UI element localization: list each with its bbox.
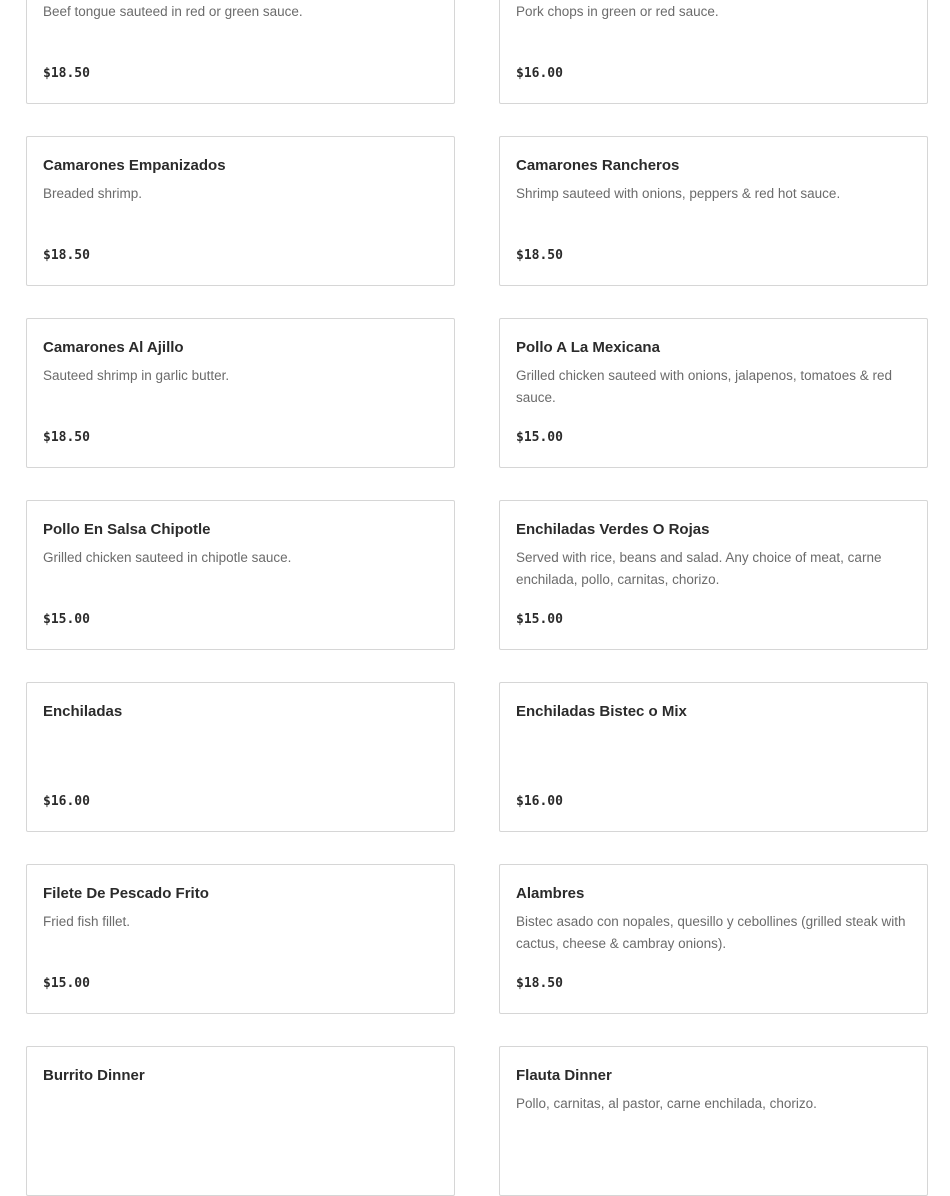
menu-item-name: Enchiladas Verdes O Rojas xyxy=(516,521,710,538)
menu-item-description: Served with rice, beans and salad. Any choice of meat, carne enchilada, pollo, carnitas, chorizo. xyxy=(516,550,882,587)
menu-item-name: Burrito Dinner xyxy=(43,1067,145,1084)
menu-item-description: Fried fish fillet. xyxy=(43,914,131,929)
menu-item-description: Bistec asado con nopales, quesillo y cebollines (grilled steak with cactus, cheese & cambray onions). xyxy=(516,914,906,951)
menu-item-card[interactable] xyxy=(499,682,928,832)
menu-item-price: $16.00 xyxy=(516,66,563,81)
menu-item-card[interactable] xyxy=(26,682,455,832)
menu-item-description: Pollo, carnitas, al pastor, carne enchilada, chorizo. xyxy=(516,1096,817,1111)
menu-item-name: Camarones Rancheros xyxy=(516,157,680,174)
menu-item-name: Pollo A La Mexicana xyxy=(516,339,660,356)
menu-item-name: Enchiladas Bistec o Mix xyxy=(516,703,687,720)
menu-item-price: $15.00 xyxy=(516,430,563,445)
menu-item-card[interactable] xyxy=(26,0,455,104)
menu-item-name: Enchiladas xyxy=(43,703,123,720)
menu-item-card[interactable] xyxy=(26,864,455,1014)
menu-item-price: $18.50 xyxy=(43,430,90,445)
menu-item-name: Alambres xyxy=(516,885,585,902)
menu-item-name: Camarones Empanizados xyxy=(43,157,226,174)
menu-item-description: Pork chops in green or red sauce. xyxy=(516,4,719,19)
menu-item-description: Shrimp sauteed with onions, peppers & red hot sauce. xyxy=(516,186,841,201)
menu-item-price: $15.00 xyxy=(43,612,90,627)
menu-item-price: $18.50 xyxy=(43,248,90,263)
menu-item-description: Grilled chicken sauteed in chipotle sauce. xyxy=(43,550,292,565)
menu-item-card[interactable] xyxy=(499,0,928,104)
menu-item-price: $16.00 xyxy=(43,794,90,809)
menu-item-card[interactable] xyxy=(499,1046,928,1196)
menu-items-grid xyxy=(26,0,928,1196)
menu-item-card[interactable] xyxy=(26,318,455,468)
menu-item-card[interactable] xyxy=(26,136,455,286)
menu-item-description: Grilled chicken sauteed with onions, jalapenos, tomatoes & red sauce. xyxy=(516,368,892,405)
menu-item-name: Camarones Al Ajillo xyxy=(43,339,184,356)
menu-item-name: Filete De Pescado Frito xyxy=(43,885,209,902)
menu-item-price: $18.50 xyxy=(516,248,563,263)
menu-item-card[interactable] xyxy=(499,500,928,650)
menu-item-price: $16.00 xyxy=(516,794,563,809)
menu-item-description: Breaded shrimp. xyxy=(43,186,143,201)
menu-item-description: Beef tongue sauteed in red or green sauce. xyxy=(43,4,303,19)
menu-item-card[interactable] xyxy=(499,864,928,1014)
menu-item-card[interactable] xyxy=(499,318,928,468)
menu-item-price: $18.50 xyxy=(516,976,563,991)
menu-item-name: Pollo En Salsa Chipotle xyxy=(43,521,211,538)
menu-item-name: Flauta Dinner xyxy=(516,1067,612,1084)
menu-item-price: $15.00 xyxy=(516,612,563,627)
menu-item-description: Sauteed shrimp in garlic butter. xyxy=(43,368,230,383)
menu-item-card[interactable] xyxy=(26,1046,455,1196)
menu-item-card[interactable] xyxy=(26,500,455,650)
menu-item-price: $15.00 xyxy=(43,976,90,991)
menu-item-card[interactable] xyxy=(499,136,928,286)
menu-item-price: $18.50 xyxy=(43,66,90,81)
